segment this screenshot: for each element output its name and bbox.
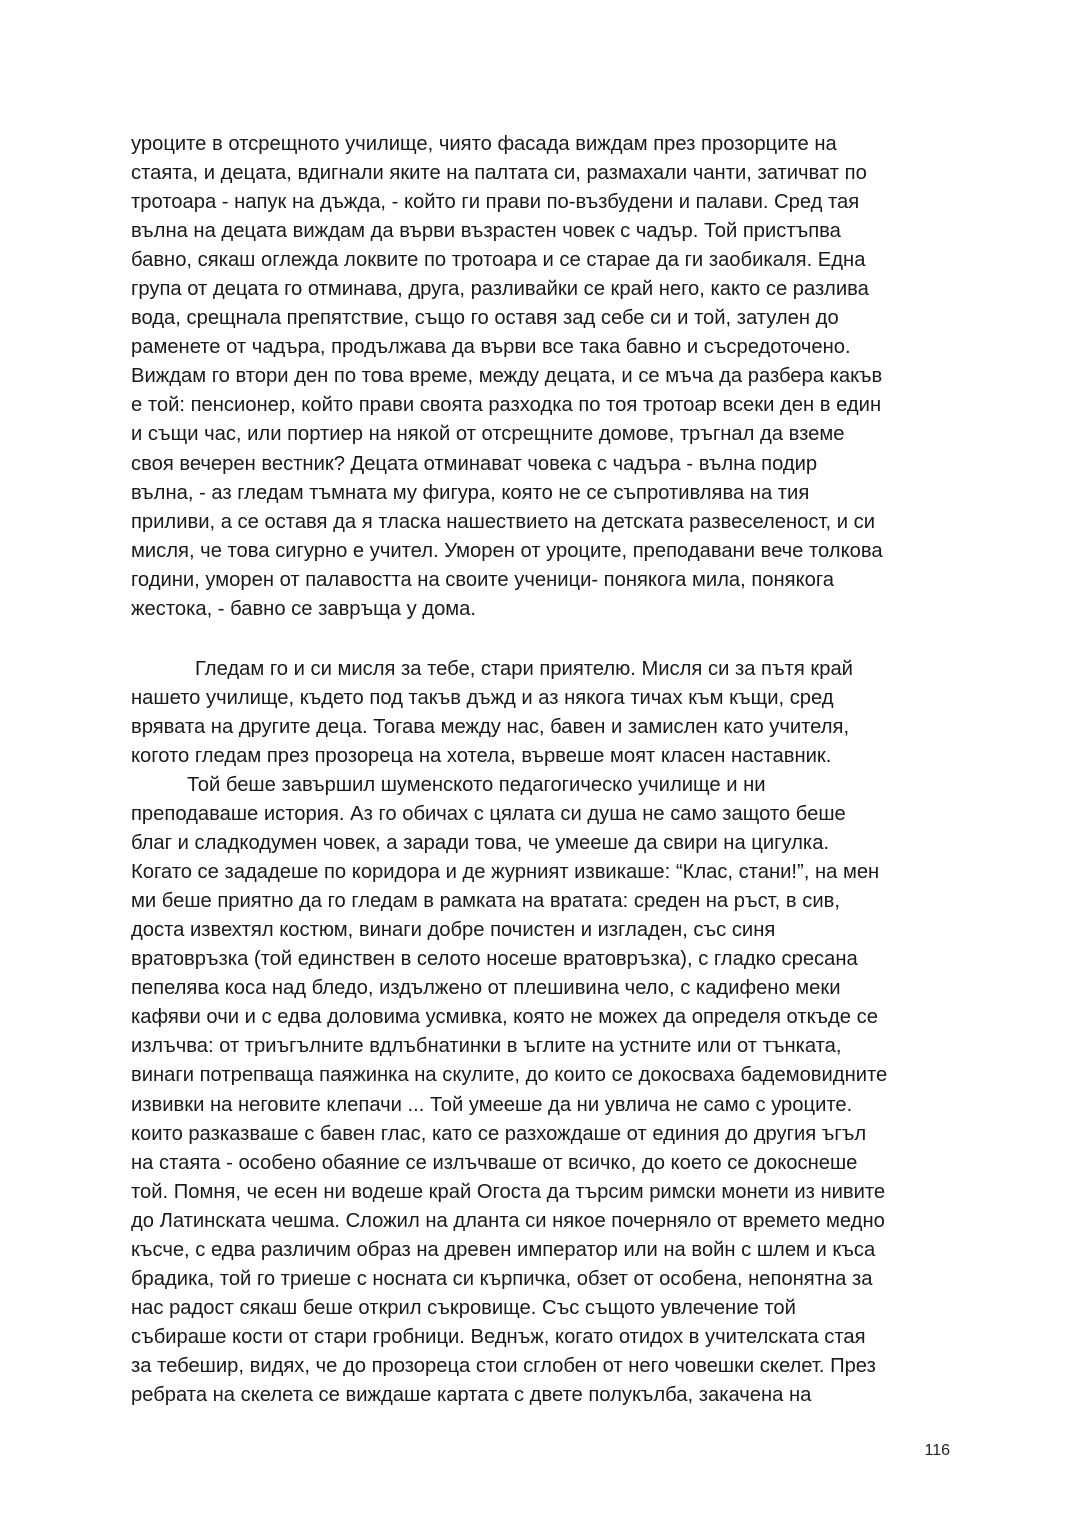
text-line: своя вечерен вестник? Децата отминават човека с чадъра - вълна подир (131, 452, 818, 475)
text-line: група от децата го отминава, друга, разливайки се край него, както се разлива (131, 278, 869, 301)
text-line: Когато се зададеше по коридора и де журният извикаше: “Клас, стани!”, на мен (131, 861, 880, 884)
text-line: събираше кости от стари гробници. Веднъж, когато отидох в учителската стая (131, 1325, 866, 1348)
text-line: Гледам го и си мисля за тебе, стари приятелю. Мисля си за пътя край (195, 657, 853, 680)
text-line: кафяви очи и с едва доловима усмивка, която не можех да определя откъде се (131, 1006, 878, 1029)
paragraph-2 (131, 655, 953, 771)
text-line: стаята, и децата, вдигнали яките на палтата си, размахали чанти, затичват по (131, 162, 867, 185)
text-line: Той беше завършил шуменското педагогическо училище и ни (187, 773, 766, 796)
text-line: късче, с едва различим образ на древен император или на войн с шлем и къса (131, 1238, 876, 1261)
text-line: до Латинската чешма. Сложил на дланта си някое почерняло от времето медно (131, 1209, 885, 1232)
text-line: извивки на неговите клепачи ... Той умееше да ни увлича не само с уроците. (131, 1093, 853, 1116)
text-line: вълна на децата виждам да върви възрастен човек с чадър. Той пристъпва (131, 220, 841, 243)
text-line: ребрата на скелета се виждаше картата с двете полукълба, закачена на (131, 1383, 812, 1406)
text-line: на стаята - особено обаяние се излъчваше от всичко, до което се докоснеше (131, 1151, 858, 1174)
text-line: които разказваше с бавен глас, като се разхождаше от единия до другия ъгъл (131, 1122, 867, 1145)
text-line: мисля, че това сигурно е учител. Уморен от уроците, преподавани вече толкова (131, 539, 883, 562)
text-line: за тебешир, видях, че до прозореца стои сглобен от него човешки скелет. През (131, 1354, 876, 1377)
text-line: благ и сладкодумен човек, а заради това, че умееше да свири на цигулка. (131, 832, 830, 855)
paragraph-3 (131, 771, 953, 1410)
text-line: когото гледам през прозореца на хотела, вървеше моят класен наставник. (131, 744, 832, 767)
text-line: преподаваше история. Аз го обичах с цялата си душа не само защото беше (131, 803, 846, 826)
text-line: вратовръзка (той единствен в селото носеше вратовръзка), с гладко сресана (131, 948, 858, 971)
text-line: врявата на другите деца. Тогава между нас, бавен и замислен като учителя, (131, 715, 850, 738)
text-line: приливи, а се оставя да я тласка нашествието на детската развеселеност, и си (131, 510, 875, 533)
text-line: излъчва: от триъгълните вдлъбнатинки в ъглите на устните или от тънката, (131, 1035, 842, 1058)
text-line: вълна, - аз гледам тъмната му фигура, която не се съпротивлява на тия (131, 481, 810, 504)
text-line: Виждам го втори ден по това време, между децата, и се мъча да разбера какъв (131, 365, 883, 388)
text-line: ми беше приятно да го гледам в рамката на вратата: среден на ръст, в сив, (131, 890, 840, 913)
text-line: жестока, - бавно се завръща у дома. (131, 597, 477, 620)
paragraph-gap (131, 624, 953, 655)
body-text (131, 130, 953, 1410)
page-number: 116 (924, 1442, 950, 1459)
text-line: уроците в отсрещното училище, чиято фасада виждам през прозорците на (131, 133, 837, 155)
paragraph-1 (131, 130, 953, 624)
text-line: пепелява коса над бледо, издължено от плешивина чело, с кадифено меки (131, 977, 841, 1000)
text-line: години, уморен от палавостта на своите ученици- понякога мила, понякога (131, 568, 835, 591)
text-line: вода, срещнала препятствие, също го оставя зад себе си и той, затулен до (131, 307, 839, 330)
text-line: винаги потрепваща паяжинка на скулите, до които се докосваха бадемовидните (131, 1064, 888, 1087)
text-line: е той: пенсионер, който прави своята разходка по тоя тротоар всеки ден в един (131, 394, 882, 417)
text-line: бавно, сякаш оглежда локвите по тротоара и се старае да ги заобикаля. Една (131, 249, 866, 272)
text-line: тротоара - напук на дъжда, - който ги прави по-възбудени и палави. Сред тая (131, 191, 860, 214)
text-line: и същи час, или портиер на някой от отсрещните домове, тръгнал да вземе (131, 423, 845, 446)
text-line: доста извехтял костюм, винаги добре почистен и изгладен, със синя (131, 919, 776, 942)
text-line: раменете от чадъра, продължава да върви все така бавно и съсредоточено. (131, 336, 851, 359)
text-line: нашето училище, където под такъв дъжд и аз някога тичах към къщи, сред (131, 686, 834, 709)
text-line: брадика, той го триеше с носната си кърпичка, обзет от особена, непонятна за (131, 1267, 873, 1290)
text-line: нас радост сякаш беше открил съкровище. Със същото увлечение той (131, 1296, 796, 1319)
text-line: той. Помня, че есен ни водеше край Огоста да търсим римски монети из нивите (131, 1180, 886, 1203)
